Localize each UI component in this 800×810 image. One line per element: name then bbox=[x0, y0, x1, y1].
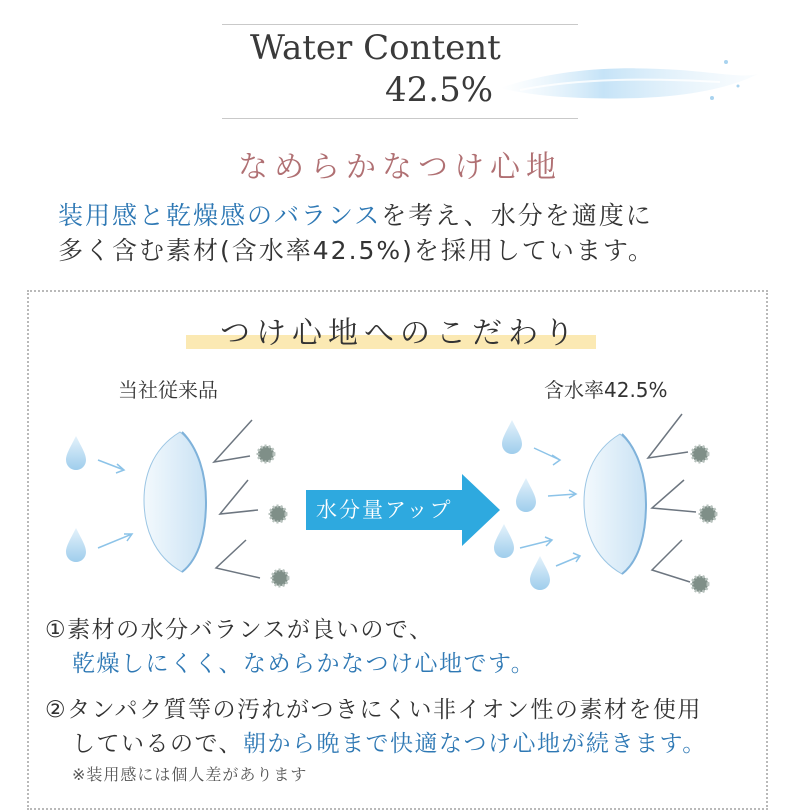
left-dirt-particles bbox=[258, 446, 288, 586]
water-drop-icon bbox=[494, 524, 514, 558]
dirt-particle-icon bbox=[272, 570, 288, 586]
left-drop-arrows bbox=[98, 460, 132, 548]
right-lens bbox=[584, 434, 646, 574]
dirt-particle-icon bbox=[270, 506, 286, 522]
left-rebound-arrows bbox=[214, 420, 260, 578]
point-2-line-2-plain: しているので、 bbox=[72, 731, 244, 757]
bottom-rule bbox=[222, 118, 578, 119]
intro-line-1 bbox=[58, 198, 655, 233]
subtitle: なめらかなつけ心地 bbox=[238, 150, 562, 185]
intro-line-1-rest: を考え、水分を適度に bbox=[381, 201, 653, 230]
point-2-highlight: 朝から晩まで快適なつけ心地が続きます。 bbox=[243, 731, 707, 757]
point-1-line-2: 乾燥しにくく、なめらかなつけ心地です。 bbox=[72, 651, 536, 677]
water-drop-icon bbox=[66, 436, 86, 470]
water-drop-icon bbox=[66, 528, 86, 562]
water-content-title: Water Content bbox=[250, 28, 501, 68]
left-water-drops bbox=[66, 436, 86, 562]
water-content-value: 42.5% bbox=[385, 70, 494, 110]
left-lens bbox=[144, 432, 206, 572]
intro-text bbox=[58, 198, 655, 268]
intro-line-2: 多く含む素材(含水率42.5%)を採用しています。 bbox=[58, 236, 655, 265]
water-drop-icon bbox=[516, 478, 536, 512]
water-content-label: 含水率42.5% bbox=[544, 378, 668, 402]
right-dirt-particles bbox=[692, 446, 716, 592]
top-rule bbox=[222, 24, 578, 25]
point-2-line-2 bbox=[72, 728, 707, 760]
section-title: つけ心地へのこだわり bbox=[220, 316, 580, 351]
disclaimer-note: ※装用感には個人差があります bbox=[72, 765, 308, 784]
point-2-line-1: ②タンパク質等の汚れがつきにくい非イオン性の素材を使用 bbox=[45, 697, 702, 723]
intro-highlight: 装用感と乾燥感のバランス bbox=[58, 201, 382, 230]
water-splash-graphic bbox=[500, 48, 760, 118]
water-drop-icon bbox=[530, 556, 550, 590]
right-water-drops bbox=[494, 420, 550, 590]
point-1-line-1: ①素材の水分バランスが良いので、 bbox=[45, 617, 434, 643]
water-drop-icon bbox=[502, 420, 522, 454]
dirt-particle-icon bbox=[692, 576, 708, 592]
dirt-particle-icon bbox=[258, 446, 274, 462]
dirt-particle-icon bbox=[692, 446, 708, 462]
right-rebound-arrows bbox=[648, 414, 696, 582]
dirt-particle-icon bbox=[700, 506, 716, 522]
water-increase-label: 水分量アップ bbox=[316, 498, 453, 522]
conventional-product-label: 当社従来品 bbox=[118, 378, 218, 402]
